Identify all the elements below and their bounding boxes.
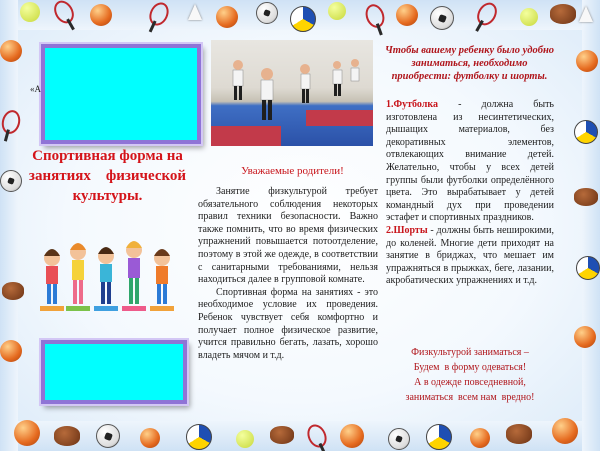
- rugby-ball-icon: [54, 426, 80, 446]
- basketball-icon: [0, 340, 22, 362]
- clothing-requirements: [386, 99, 554, 288]
- shorts-label: 2.Шорты: [386, 224, 428, 236]
- kid-figure: [94, 247, 118, 311]
- soccer-ball-icon: [256, 2, 278, 24]
- kids-exercising-illustration: [38, 236, 178, 316]
- tshirt-label: 1.Футболка: [386, 99, 438, 110]
- tennis-ball-icon: [236, 430, 254, 448]
- basketball-icon: [576, 50, 598, 72]
- volleyball-icon: [574, 120, 598, 144]
- tshirt-text: - должна быть изготовлена из несинтетических, дышащих материалов, без декоративных элементов, отвлекающих внимание детей. Желательно, чтобы у всех детей группы были футболки определённого цвета. Это вырабатывает у детей командный дух при проведении эстафет и спортивных праздников.: [386, 99, 554, 224]
- title-line: культуры.: [72, 188, 143, 204]
- kid-figure: [66, 243, 90, 311]
- kid-figure: [150, 249, 174, 311]
- basketball-icon: [90, 4, 112, 26]
- left-border: [0, 0, 18, 451]
- title-line: занятиях физической: [28, 168, 187, 184]
- greeting-heading: Уважаемые родители!: [241, 165, 344, 177]
- tennis-ball-icon: [20, 2, 40, 22]
- basketball-icon: [574, 326, 596, 348]
- poem-line: Будем в форму одеваться!: [413, 362, 527, 373]
- basketball-icon: [140, 428, 160, 448]
- volleyball-icon: [186, 424, 212, 450]
- closing-poem: [386, 345, 554, 405]
- soccer-ball-icon: [96, 424, 120, 448]
- volleyball-icon: [290, 6, 316, 32]
- requirements-heading: Чтобы вашему ребенку было удобно заниматься, необходимо приобрести: футболку и шорты.: [384, 45, 555, 82]
- basketball-icon: [396, 4, 418, 26]
- poem-line: А в одежде повседневной,: [414, 377, 526, 388]
- gym-class-photo: [211, 40, 373, 146]
- basketball-icon: [0, 40, 22, 62]
- parents-notice-text: [198, 186, 378, 362]
- tennis-ball-icon: [520, 8, 538, 26]
- basketball-icon: [552, 418, 578, 444]
- basketball-icon: [14, 420, 40, 446]
- tshirt-requirement: [386, 99, 554, 225]
- poem-line: Физкультурой заниматься –: [411, 347, 529, 358]
- title-line: Спортивная форма на: [32, 148, 183, 164]
- soccer-ball-icon: [430, 6, 454, 30]
- rugby-ball-icon: [574, 188, 598, 206]
- soccer-ball-icon: [388, 428, 410, 450]
- soccer-ball-icon: [0, 170, 22, 192]
- shuttlecock-icon: [579, 6, 593, 22]
- shorts-requirement: [386, 225, 554, 288]
- image-placeholder-top: [41, 44, 201, 144]
- rugby-ball-icon: [550, 4, 576, 24]
- rugby-ball-icon: [270, 426, 294, 444]
- basketball-icon: [216, 6, 238, 28]
- shorts-text: - должны быть неширокими, до коленей. Многие дети приходят на занятие в бриджах, что мешает им упражняться в прыжках, беге, лазании, акробатических упражнениях и т.д.: [386, 224, 554, 287]
- hidden-text-fragment: «А: [30, 84, 41, 94]
- volleyball-icon: [576, 256, 600, 280]
- basketball-icon: [340, 424, 364, 448]
- notice-paragraph: Занятие физкультурой требует обязательного соблюдения некоторых правил техники безопасности. Важно также помнить, что во время физических упражнений повышается потоотделение, поэтому в этой же одежде, в соответствии с санитарными требованиями, нельзя находиться далее в групповой комнате.: [198, 186, 378, 286]
- shuttlecock-icon: [188, 4, 202, 20]
- basketball-icon: [470, 428, 490, 448]
- volleyball-icon: [426, 424, 452, 450]
- image-placeholder-bottom: [41, 340, 187, 404]
- rugby-ball-icon: [506, 424, 532, 444]
- children-silhouettes: [211, 40, 373, 146]
- notice-paragraph: Спортивная форма на занятиях - это необходимое условие их проведения. Ребенок чувствует себя комфортно и получает полное физическое развитие, учится правильно бегать, лазать, хорошо владеть мячом и т.д.: [198, 286, 378, 361]
- tennis-ball-icon: [328, 2, 346, 20]
- kid-figure: [40, 249, 64, 311]
- poem-line: заниматься всем нам вредно!: [405, 392, 535, 403]
- brochure-title: [20, 146, 195, 206]
- kid-figure: [122, 241, 146, 311]
- rugby-ball-icon: [2, 282, 24, 300]
